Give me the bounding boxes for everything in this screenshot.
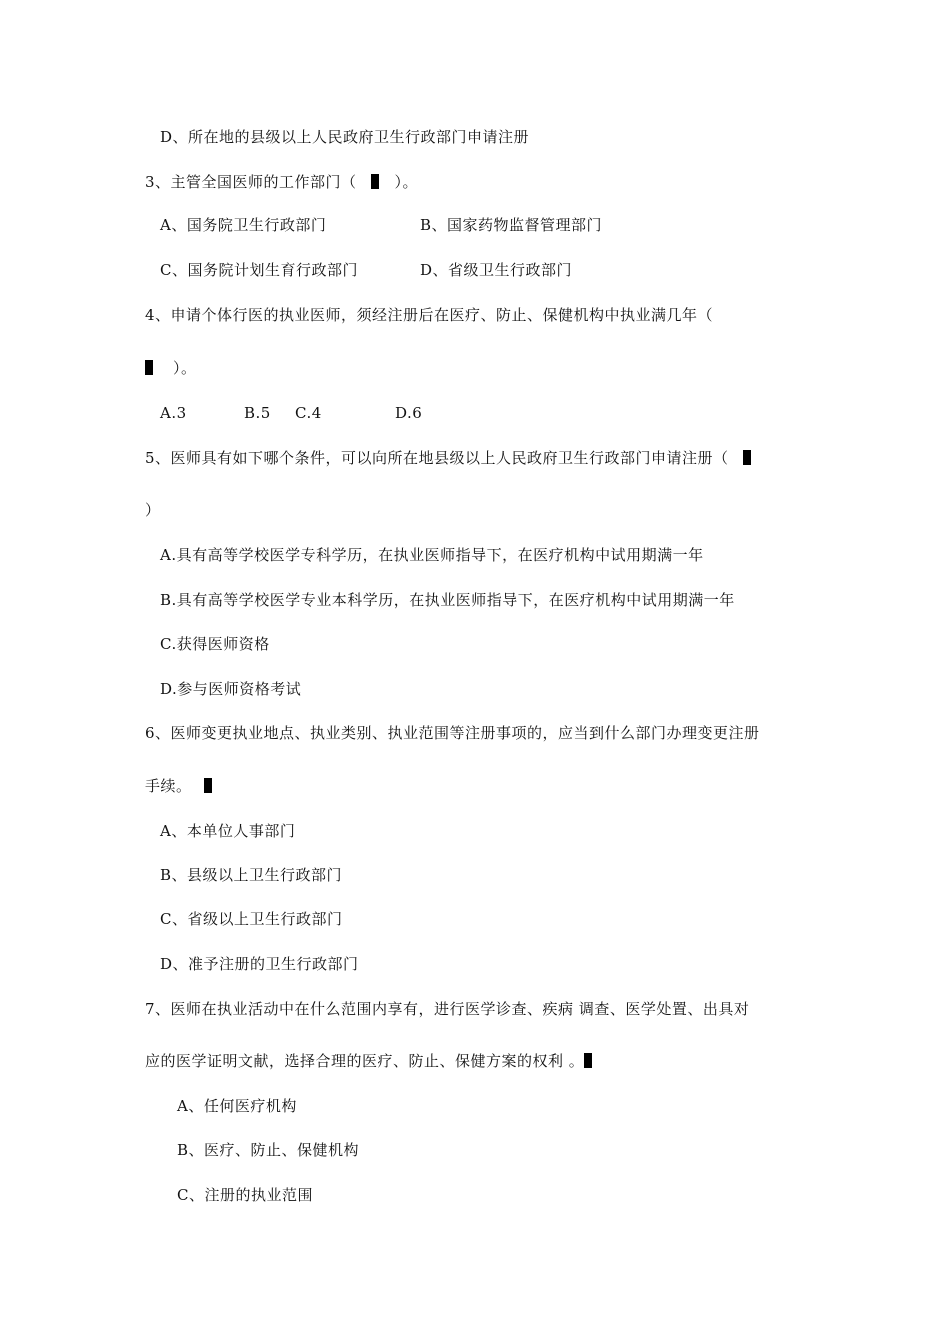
- q7-option-b: B、医疗、防止、保健机构: [177, 1141, 360, 1159]
- q3-stem-end: ）。: [394, 173, 419, 191]
- q5-option-b: B.具有高等学校医学专业本科学历，在执业医师指导下，在医疗机构中试用期满一年: [160, 591, 735, 609]
- q4-option-b: B.5: [244, 404, 271, 422]
- q6-stem: 6、医师变更执业地点、执业类别、执业范围等注册事项的，应当到什么部门办理变更注册: [145, 724, 760, 742]
- q5-option-d: D.参与医师资格考试: [160, 680, 302, 698]
- q6-option-b: B、县级以上卫生行政部门: [160, 866, 343, 884]
- q7-stem-end: [145, 1051, 592, 1071]
- answer-blank-mark: [743, 450, 751, 465]
- q4-stem: 4、申请个体行医的执业医师，须经注册后在医疗、防止、保健机构中执业满几年（: [145, 306, 714, 324]
- q6-option-c: C、省级以上卫生行政部门: [160, 910, 343, 928]
- q4-option-d: D.6: [395, 404, 423, 422]
- q7-option-a: A、任何医疗机构: [177, 1097, 297, 1115]
- answer-blank-mark: [204, 778, 212, 793]
- q3-option-b: B、国家药物监督管理部门: [420, 216, 603, 234]
- q6-stem-end: [145, 776, 212, 796]
- q5-stem: [145, 448, 751, 468]
- q4-stem-end-text: ）。: [173, 359, 197, 377]
- answer-blank-mark: [584, 1053, 592, 1068]
- answer-blank-mark: [145, 360, 153, 375]
- q5-option-a: A.具有高等学校医学专科学历，在执业医师指导下，在医疗机构中试用期满一年: [160, 546, 704, 564]
- q5-option-c: C.获得医师资格: [160, 635, 270, 653]
- q6-option-a: A、本单位人事部门: [160, 822, 296, 840]
- q3-option-c: C、国务院计划生育行政部门: [160, 261, 358, 279]
- q4-options: [160, 403, 460, 423]
- q2-option-d: D、所在地的县级以上人民政府卫生行政部门申请注册: [160, 128, 530, 146]
- q3-stem: [145, 172, 418, 192]
- q7-option-c: C、注册的执业范围: [177, 1186, 313, 1204]
- q4-option-a: A.3: [160, 404, 187, 422]
- q7-stem: 7、医师在执业活动中在什么范围内享有，进行医学诊查、疾病 调查、医学处置、出具对: [145, 1000, 750, 1018]
- q5-stem-text: 5、医师具有如下哪个条件，可以向所在地县级以上人民政府卫生行政部门申请注册（: [145, 449, 729, 467]
- q3-stem-text: 3、主管全国医师的工作部门（: [145, 173, 357, 191]
- q7-stem-end-text: 应的医学证明文献，选择合理的医疗、防止、保健方案的权利 。: [145, 1052, 585, 1070]
- q3-option-a: A、国务院卫生行政部门: [160, 216, 327, 234]
- q6-option-d: D、准予注册的卫生行政部门: [160, 955, 359, 973]
- q3-option-d: D、省级卫生行政部门: [420, 261, 573, 279]
- q4-option-c: C.4: [295, 404, 322, 422]
- q5-stem-end: ）: [145, 501, 161, 519]
- q4-stem-end: [145, 358, 197, 378]
- q6-stem-end-text: 手续。: [145, 777, 192, 795]
- answer-blank-mark: [371, 174, 379, 189]
